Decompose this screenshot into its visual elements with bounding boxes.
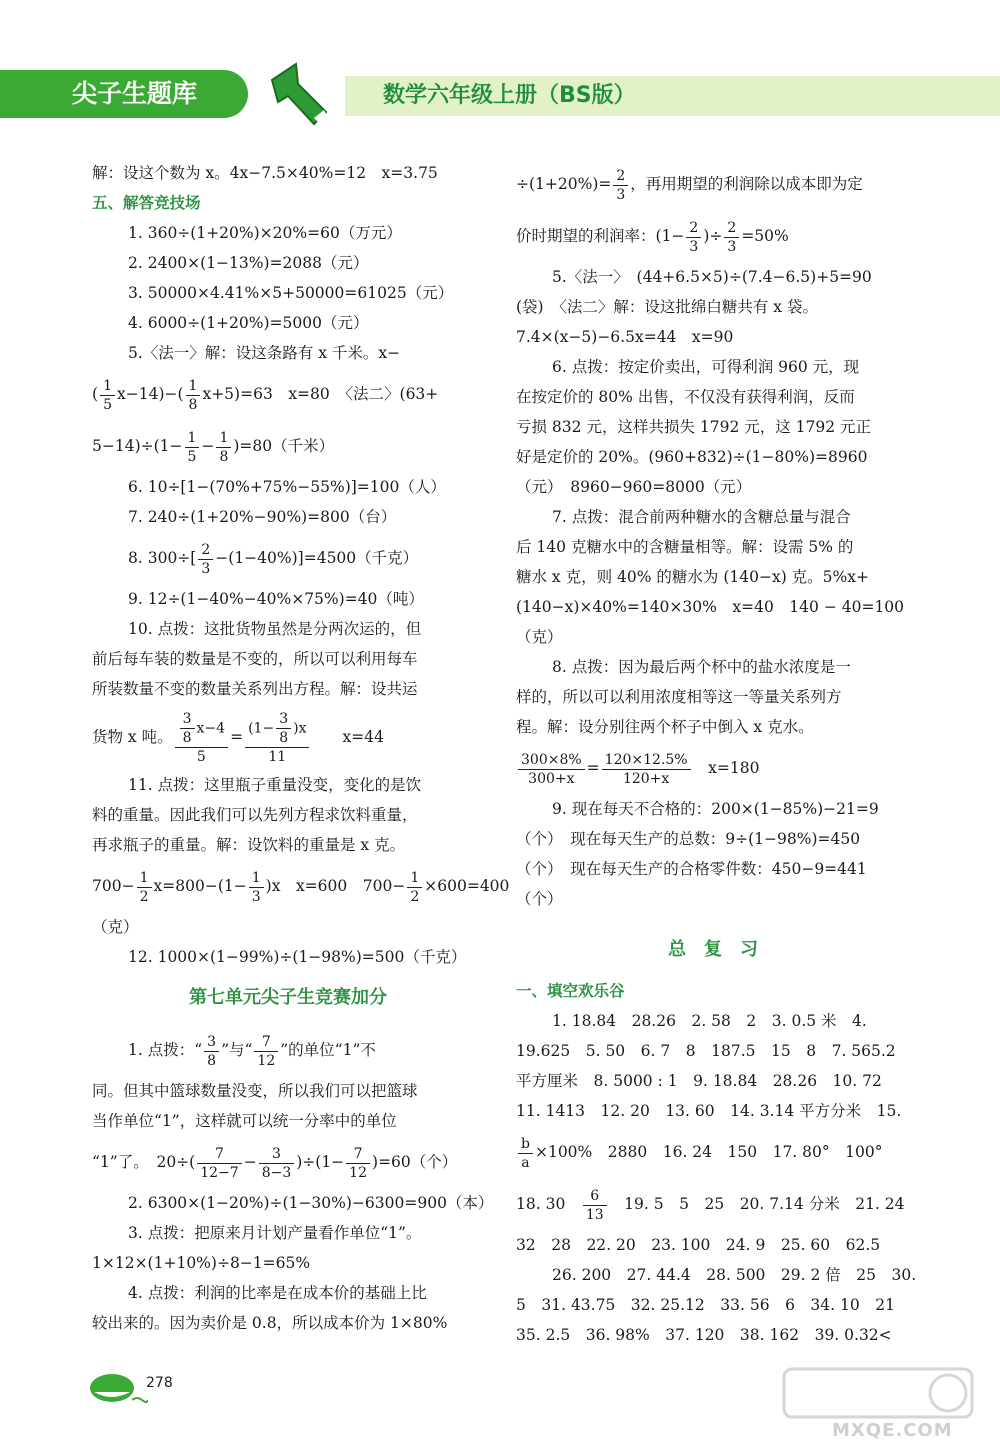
answer-line: 8. 点拨：因为最后两个杯中的盐水浓度是一 bbox=[552, 658, 851, 676]
text-line: （克） bbox=[92, 918, 139, 936]
mascot-icon bbox=[86, 1368, 148, 1408]
answer-line: 4. 6000÷(1+20%)=5000（元） bbox=[128, 314, 369, 332]
answer-line: 11. 点拨：这里瓶子重量没变，变化的是饮 bbox=[128, 776, 422, 794]
text-line: 亏损 832 元，这样共损失 1792 元，这 1792 元正 bbox=[516, 418, 872, 436]
fraction: $\frac{6}{13}$ bbox=[583, 1187, 607, 1224]
right-column bbox=[516, 158, 917, 1350]
answer-line: 7. 240÷(1+20%−90%)=800（台） bbox=[128, 508, 397, 526]
section-heading: 一、填空欢乐谷 bbox=[516, 982, 625, 1000]
text-line: 在按定价的 80% 出售，不仅没有获得利润，反而 bbox=[516, 388, 855, 406]
formula-line: $\frac{300\times 8\%}{300+x}$ = $\frac{120\times 12.5\%}{120+x}$ x=180 bbox=[516, 742, 910, 794]
formula-line: “1”了。 20÷( $\frac{7}{12-7}$ − $\frac{3}{8-3}$ )÷(1− $\frac{7}{12}$ )=60（个） bbox=[92, 1145, 458, 1181]
answer-line: 1. 360÷(1+20%)×20%=60（万元） bbox=[128, 224, 402, 242]
formula-line: 价时期望的利润率：(1− $\frac{2}{3}$ )÷ $\frac{2}{3}$ =50% bbox=[516, 219, 789, 255]
formula-line: 货物 x 吨。 $\frac{3}{8}$ x−4 5 = (1− $\frac{3}{8}$ )x 11 x=44 bbox=[92, 711, 384, 765]
fraction: $\frac{1}{5}$ bbox=[100, 377, 115, 414]
answer-line: 9. 现在每天不合格的：200×(1−85%)−21=9 bbox=[552, 800, 879, 818]
answer-line: 2. 2400×(1−13%)=2088（元） bbox=[128, 254, 369, 272]
text-line: 11. 1413 12. 20 13. 60 14. 3.14 平方分米 15. bbox=[516, 1102, 902, 1120]
fraction: $\frac{2}{3}$ bbox=[686, 219, 701, 256]
fraction: $\frac{7}{12}$ bbox=[254, 1033, 278, 1070]
watermark-text: MXQE.COM bbox=[832, 1420, 953, 1441]
answer-line: 3. 50000×4.41%×5+50000=61025（元） bbox=[128, 284, 454, 302]
fraction: $\frac{2}{3}$ bbox=[724, 219, 739, 256]
text-line: 7.4×(x−5)−6.5x=44 x=90 bbox=[516, 328, 734, 346]
text-line: 较出来的。因为卖价是 0.8，所以成本价为 1×80% bbox=[92, 1314, 448, 1332]
text-line: 程。解：设分别往两个杯子中倒入 x 克水。 bbox=[516, 718, 814, 736]
brand-label: 尖子生题库 bbox=[0, 70, 248, 118]
formula-line: 18. 30 $\frac{6}{13}$ 19. 5 5 25 20. 7.14 分米 21. 24 bbox=[516, 1187, 905, 1223]
fraction: $\frac{1}{2}$ bbox=[407, 869, 422, 906]
text-line: 同。但其中篮球数量没变，所以我们可以把篮球 bbox=[92, 1082, 418, 1100]
text-line: (140−x)×40%=140×30% x=40 140 − 40=100 bbox=[516, 598, 905, 616]
text-line: 料的重量。因此我们可以先列方程求饮料重量， bbox=[92, 806, 418, 824]
section-heading: 五、解答竞技场 bbox=[92, 194, 201, 212]
text-line: 糖水 x 克，则 40% 的糖水为 (140−x) 克。5%x+ bbox=[516, 568, 869, 586]
text-line: 当作单位“1”，这样就可以统一分率中的单位 bbox=[92, 1112, 397, 1130]
answer-line: 1. 18.84 28.26 2. 58 2 3. 0.5 米 4. bbox=[552, 1012, 867, 1030]
answer-line: 7. 点拨：混合前两种糖水的含糖总量与混合 bbox=[552, 508, 851, 526]
text-line: (袋) 〈法二〉解：设这批绵白糖共有 x 袋。 bbox=[516, 298, 818, 316]
answer-line: 2. 6300×(1−20%)÷(1−30%)−6300=900（本） bbox=[128, 1194, 494, 1212]
text-line: （个） bbox=[516, 890, 563, 908]
answer-line: 12. 1000×(1−99%)÷(1−98%)=500（千克） bbox=[128, 948, 467, 966]
formula-line: 1. 点拨：“ $\frac{3}{8}$ ”与“ $\frac{7}{12}$ ”的单位“1”不 bbox=[128, 1033, 376, 1069]
answer-line: 6. 10÷[1−(70%+75%−55%)]=100（人） bbox=[128, 478, 446, 496]
text-line: （克） bbox=[516, 628, 563, 646]
formula-line: ( $\frac{1}{5}$ x−14)−( $\frac{1}{8}$ x+5)=63 x=80 〈法二〉(63+ bbox=[92, 377, 439, 413]
review-heading: 总 复 习 bbox=[668, 939, 758, 960]
fraction: $\frac{2}{3}$ bbox=[613, 167, 628, 204]
fraction: $\frac{3}{8}$ x−4 5 bbox=[175, 710, 228, 766]
text-line: （个） 现在每天生产的合格零件数：450−9=441 bbox=[516, 860, 867, 878]
answer-line: 4. 点拨：利润的比率是在成本价的基础上比 bbox=[128, 1284, 427, 1302]
text-line: 32 28 22. 20 23. 100 24. 9 25. 60 62.5 bbox=[516, 1236, 881, 1254]
formula-line: 700− $\frac{1}{2}$ x=800−(1− $\frac{1}{3}$ )x x=600 700− $\frac{1}{2}$ ×600=400 bbox=[92, 869, 510, 905]
fraction: $\frac{300\times 8\%}{300+x}$ bbox=[518, 751, 585, 788]
text-line: 解：设这个数为 x。4x−7.5×40%=12 x=3.75 bbox=[92, 164, 438, 182]
page-number: 278 bbox=[146, 1375, 173, 1391]
up-arrow-icon bbox=[262, 60, 334, 132]
formula-line: ÷(1+20%)= $\frac{2}{3}$ ，再用期望的利润除以成本即为定 bbox=[516, 167, 863, 203]
book-title: 数学六年级上册（BS版） bbox=[345, 76, 1000, 116]
answer-line: 6. 点拨：按定价卖出，可得利润 960 元，现 bbox=[552, 358, 860, 376]
fraction: $\frac{1}{8}$ bbox=[216, 429, 231, 466]
fraction: $\frac{1}{8}$ bbox=[186, 377, 201, 414]
formula-line: $\frac{b}{a}$ ×100% 2880 16. 24 150 17. 80° 100° bbox=[516, 1126, 910, 1178]
fraction: $\frac{7}{12}$ bbox=[346, 1145, 370, 1182]
fraction: $\frac{1}{3}$ bbox=[249, 869, 264, 906]
text-line: 再求瓶子的重量。解：设饮料的重量是 x 克。 bbox=[92, 836, 406, 854]
text-line: 35. 2.5 36. 98% 37. 120 38. 162 39. 0.32< bbox=[516, 1326, 892, 1344]
left-column bbox=[92, 158, 510, 1338]
text-line: 5 31. 43.75 32. 25.12 33. 56 6 34. 10 21 bbox=[516, 1296, 895, 1314]
text-line: 好是定价的 20%。(960+832)÷(1−80%)=8960 bbox=[516, 448, 868, 466]
fraction: $\frac{b}{a}$ bbox=[518, 1135, 533, 1172]
text-line: 19.625 5. 50 6. 7 8 187.5 15 8 7. 565.2 bbox=[516, 1042, 896, 1060]
text-line: 前后每车装的数量是不变的，所以可以利用每车 bbox=[92, 650, 418, 668]
text-line: 1×12×(1+10%)÷8−1=65% bbox=[92, 1254, 311, 1272]
fraction: (1− $\frac{3}{8}$ )x 11 bbox=[245, 710, 309, 766]
fraction: $\frac{3}{8}$ bbox=[204, 1033, 219, 1070]
fraction: $\frac{7}{12-7}$ bbox=[197, 1145, 241, 1182]
answer-line: 26. 200 27. 44.4 28. 500 29. 2 倍 25 30. bbox=[552, 1266, 917, 1284]
text-line: 平方厘米 8. 5000 : 1 9. 18.84 28.26 10. 72 bbox=[516, 1072, 882, 1090]
text-line: 样的，所以可以利用浓度相等这一等量关系列方 bbox=[516, 688, 842, 706]
fraction: $\frac{1}{2}$ bbox=[137, 869, 152, 906]
answer-line: 9. 12÷(1−40%−40%×75%)=40（吨） bbox=[128, 590, 424, 608]
fraction: $\frac{3}{8-3}$ bbox=[259, 1145, 295, 1182]
formula-line: 5−14)÷(1− $\frac{1}{5}$ − $\frac{1}{8}$ )=80（千米） bbox=[92, 429, 335, 465]
text-line: （个） 现在每天生产的总数：9÷(1−98%)=450 bbox=[516, 830, 861, 848]
text-line: 所装数量不变的数量关系列出方程。解：设共运 bbox=[92, 680, 418, 698]
answer-line: 5.〈法一〉解：设这条路有 x 千米。x− bbox=[128, 344, 401, 362]
text-line: （元） 8960−960=8000（元） bbox=[516, 478, 752, 496]
fraction: $\frac{2}{3}$ bbox=[198, 541, 213, 578]
unit-heading: 第七单元尖子生竞赛加分 bbox=[189, 987, 387, 1008]
answer-line: 10. 点拨：这批货物虽然是分两次运的，但 bbox=[128, 620, 422, 638]
formula-line: 8. 300÷[ $\frac{2}{3}$ −(1−40%)]=4500（千克） bbox=[128, 541, 419, 577]
fraction: $\frac{1}{5}$ bbox=[185, 429, 200, 466]
page-header bbox=[0, 66, 1000, 126]
answer-line: 3. 点拨：把原来月计划产量看作单位“1”。 bbox=[128, 1224, 422, 1242]
text-line: 后 140 克糖水中的含糖量相等。解：设需 5% 的 bbox=[516, 538, 854, 556]
fraction: $\frac{120\times 12.5\%}{120+x}$ bbox=[602, 751, 691, 788]
answer-line: 5.〈法一〉 (44+6.5×5)÷(7.4−6.5)+5=90 bbox=[552, 268, 872, 286]
